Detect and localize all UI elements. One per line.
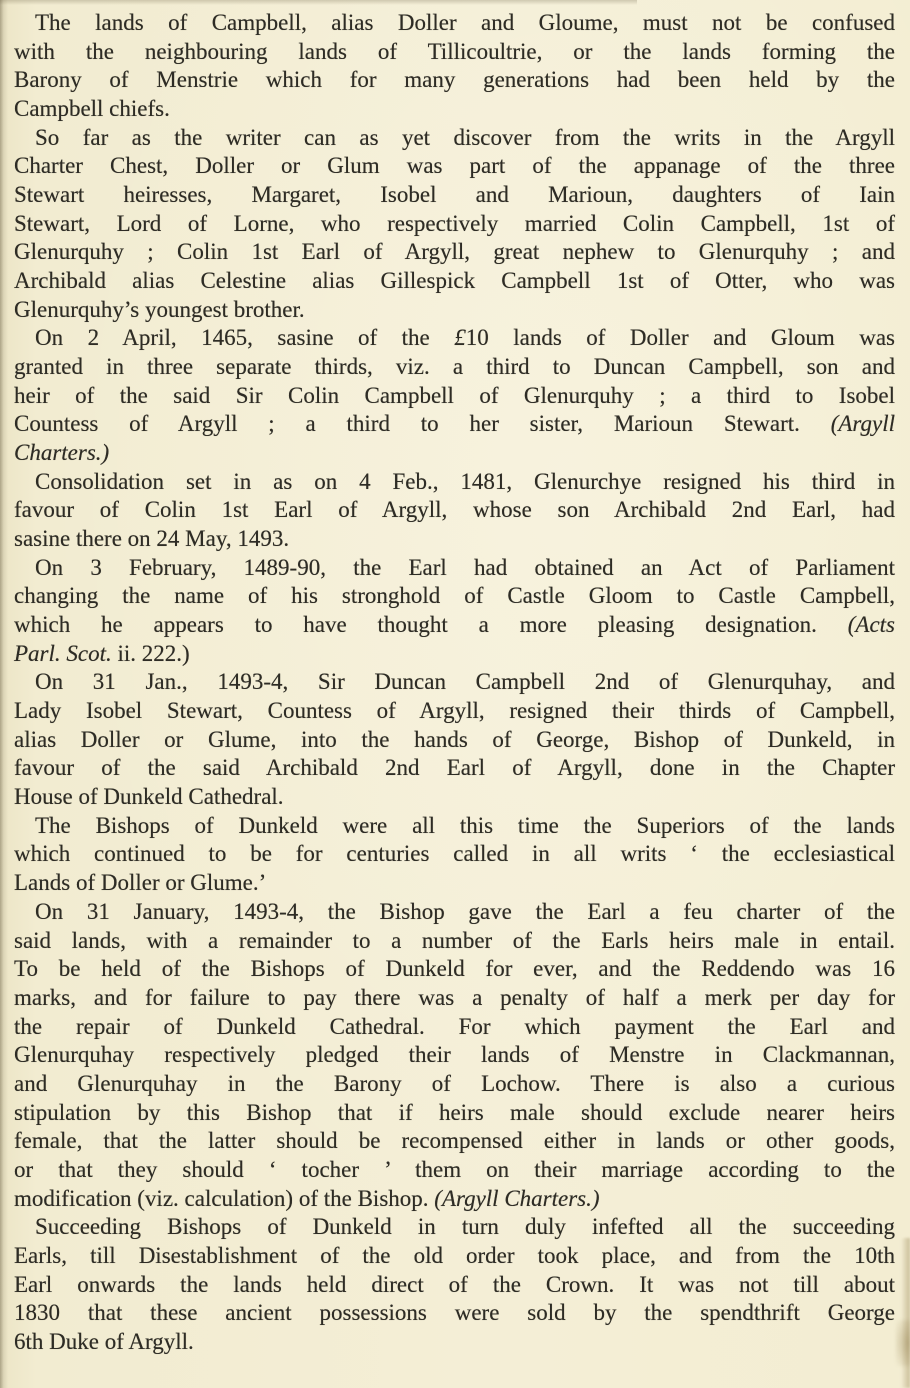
text-line <box>14 95 895 124</box>
text-line <box>14 410 895 439</box>
text-segment: stipulation by this Bishop that if heirs male should exclude nearer heirs <box>14 1099 895 1125</box>
text-line <box>14 1328 895 1357</box>
text-line <box>14 181 895 210</box>
text-segment: 10 lands of Doller and Gloum was <box>465 325 895 351</box>
text-segment: On 3 February, 1489-90, the Earl had obtained an Act of Parliament <box>35 554 895 580</box>
text-line <box>14 238 895 267</box>
text-segment: the repair of Dunkeld Cathedral. For which payment the Earl and <box>14 1013 895 1039</box>
text-line <box>14 611 895 640</box>
text-segment: with the neighbouring lands of Tillicoultrie, or the lands forming the <box>14 38 895 64</box>
text-segment: Lands of Doller or Glume.’ <box>14 870 267 896</box>
text-segment: which continued to be for centuries called in all writs ‘ the ecclesiastical <box>14 841 895 867</box>
text-segment: On 31 January, 1493-4, the Bishop gave the Earl a feu charter of the <box>35 898 895 924</box>
text-line <box>14 324 895 353</box>
text-line <box>14 496 895 525</box>
text-line <box>14 1242 895 1271</box>
paragraph <box>14 554 895 669</box>
text-segment: On 2 April, 1465, sasine of the <box>35 325 455 351</box>
scan-right-edge-shadow <box>901 1238 910 1388</box>
text-line <box>14 726 895 755</box>
text-segment: said lands, with a remainder to a number of the Earls heirs male in entail. <box>14 927 895 953</box>
scan-top-edge-shadow <box>0 0 637 5</box>
text-line <box>14 1299 895 1328</box>
text-line <box>14 640 895 669</box>
italic-text-segment: £ <box>454 325 466 351</box>
text-line <box>14 898 895 927</box>
text-segment: Consolidation set in as on 4 Feb., 1481, Glenurchye resigned his third in <box>35 468 895 494</box>
text-segment: granted in three separate thirds, viz. a third to Duncan Campbell, son and <box>14 354 895 380</box>
text-line <box>14 66 895 95</box>
text-line <box>14 582 895 611</box>
text-segment: Archibald alias Celestine alias Gillespick Campbell 1st of Otter, who was <box>14 268 895 294</box>
page-text <box>14 9 895 1357</box>
text-line <box>14 783 895 812</box>
italic-text-segment: Parl. Scot. <box>14 640 112 666</box>
text-line <box>14 439 895 468</box>
text-segment: marks, and for failure to pay there was a penalty of half a merk per day for <box>14 984 895 1010</box>
scan-left-edge-shadow <box>0 0 8 1388</box>
italic-text-segment: (Acts <box>847 612 895 638</box>
text-line <box>14 124 895 153</box>
text-line <box>14 9 895 38</box>
paragraph <box>14 668 895 811</box>
text-line <box>14 1271 895 1300</box>
text-segment: House of Dunkeld Cathedral. <box>14 784 284 810</box>
text-line <box>14 210 895 239</box>
text-line <box>14 468 895 497</box>
text-line <box>14 1213 895 1242</box>
text-segment: The lands of Campbell, alias Doller and Gloume, must not be confused <box>35 10 895 35</box>
text-segment: Charter Chest, Doller or Glum was part of the appanage of the three <box>14 153 895 179</box>
text-segment: heir of the said Sir Colin Campbell of Glenurquhy ; a third to Isobel <box>14 382 895 408</box>
text-line <box>14 754 895 783</box>
text-segment: which he appears to have thought a more pleasing designation. <box>14 612 848 638</box>
text-segment: Stewart, Lord of Lorne, who respectively married Colin Campbell, 1st of <box>14 210 895 236</box>
text-segment: Glenurquhay respectively pledged their lands of Menstre in Clackmannan, <box>14 1042 895 1068</box>
text-segment: sasine there on 24 May, 1493. <box>14 526 290 552</box>
text-segment: Countess of Argyll ; a third to her sister, Marioun Stewart. <box>14 411 831 437</box>
paragraph <box>14 898 895 1213</box>
text-line <box>14 267 895 296</box>
text-line <box>14 1185 895 1214</box>
text-line <box>14 152 895 181</box>
italic-text-segment: (Argyll Charters.) <box>434 1185 600 1211</box>
text-line <box>14 1070 895 1099</box>
text-line <box>14 554 895 583</box>
paragraph <box>14 812 895 898</box>
text-line <box>14 38 895 67</box>
text-line <box>14 668 895 697</box>
text-segment: Campbell chiefs. <box>14 96 170 122</box>
scan-corner-smudge <box>896 1320 910 1366</box>
text-segment: favour of Colin 1st Earl of Argyll, whose son Archibald 2nd Earl, had <box>14 497 895 523</box>
paragraph <box>14 124 895 325</box>
text-segment: Glenurquhy ; Colin 1st Earl of Argyll, great nephew to Glenurquhy ; and <box>14 239 895 265</box>
text-segment: 1830 that these ancient possessions were sold by the spendthrift George <box>14 1300 895 1326</box>
text-line <box>14 1127 895 1156</box>
text-segment: Earl onwards the lands held direct of the Crown. It was not till about <box>14 1271 895 1297</box>
text-segment: Lady Isobel Stewart, Countess of Argyll, resigned their thirds of Campbell, <box>14 698 895 724</box>
text-segment: female, that the latter should be recompensed either in lands or other goods, <box>14 1128 895 1154</box>
text-segment: or that they should ‘ tocher ’ them on their marriage according to the <box>14 1156 895 1182</box>
text-segment: Glenurquhy’s youngest brother. <box>14 296 305 322</box>
text-segment: To be held of the Bishops of Dunkeld for ever, and the Reddendo was 16 <box>14 956 895 982</box>
text-line <box>14 1041 895 1070</box>
text-segment: modification (viz. calculation) of the Bishop. <box>14 1185 435 1211</box>
text-line <box>14 869 895 898</box>
text-line <box>14 697 895 726</box>
text-segment: alias Doller or Glume, into the hands of George, Bishop of Dunkeld, in <box>14 726 895 752</box>
text-segment: The Bishops of Dunkeld were all this time the Superiors of the lands <box>35 812 895 838</box>
text-segment: changing the name of his stronghold of Castle Gloom to Castle Campbell, <box>14 583 895 609</box>
text-line <box>14 955 895 984</box>
text-segment: So far as the writer can as yet discover from the writs in the Argyll <box>35 124 895 150</box>
text-segment: and Glenurquhay in the Barony of Lochow. There is also a curious <box>14 1070 895 1096</box>
text-line <box>14 353 895 382</box>
italic-text-segment: (Argyll <box>830 411 895 437</box>
text-segment: favour of the said Archibald 2nd Earl of Argyll, done in the Chapter <box>14 755 895 781</box>
text-line <box>14 296 895 325</box>
paragraph <box>14 1213 895 1356</box>
text-segment: ii. 222.) <box>111 640 190 666</box>
text-segment: Barony of Menstrie which for many generations had been held by the <box>14 67 895 93</box>
italic-text-segment: Charters.) <box>14 440 110 466</box>
text-line <box>14 525 895 554</box>
paragraph <box>14 468 895 554</box>
text-line <box>14 1156 895 1185</box>
text-segment: Earls, till Disestablishment of the old order took place, and from the 10th <box>14 1242 895 1268</box>
text-line <box>14 1013 895 1042</box>
text-line <box>14 984 895 1013</box>
text-line <box>14 1099 895 1128</box>
text-line <box>14 840 895 869</box>
text-segment: 6th Duke of Argyll. <box>14 1328 194 1354</box>
paragraph <box>14 324 895 467</box>
text-line <box>14 812 895 841</box>
text-segment: Stewart heiresses, Margaret, Isobel and Marioun, daughters of Iain <box>14 182 895 208</box>
text-segment: On 31 Jan., 1493-4, Sir Duncan Campbell 2nd of Glenurquhay, and <box>35 669 895 695</box>
paragraph <box>14 9 895 124</box>
text-line <box>14 382 895 411</box>
text-line <box>14 927 895 956</box>
text-segment: Succeeding Bishops of Dunkeld in turn duly infefted all the succeeding <box>35 1214 895 1240</box>
